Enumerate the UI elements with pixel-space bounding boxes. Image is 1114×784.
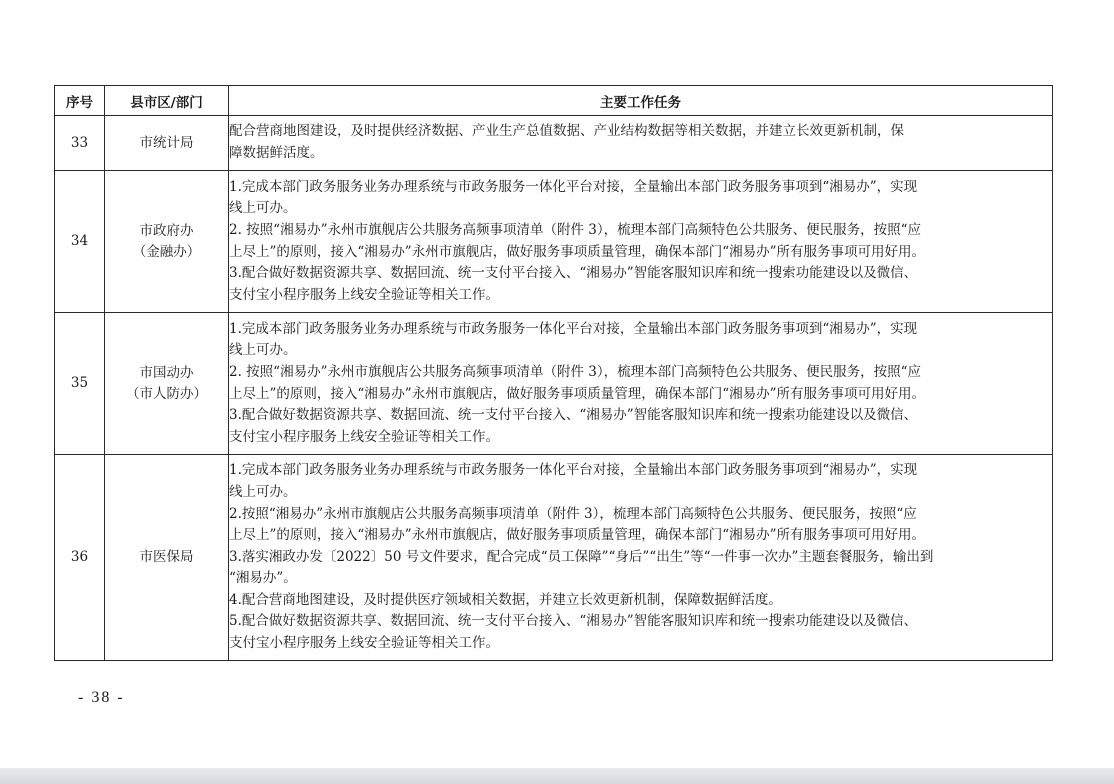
task-line: 线上可办。 <box>229 483 297 500</box>
row-department <box>105 313 229 455</box>
task-line: 支付宝小程序服务上线安全验证等相关工作。 <box>229 286 499 303</box>
task-line: 1.完成本部门政务服务业务办理系统与市政务服务一体化平台对接，全量输出本部门政务服务事项到“湘易办”，实现 <box>229 178 918 195</box>
task-line: 上尽上”的原则，接入“湘易办”永州市旗舰店，做好服务事项质量管理，确保本部门“湘易办”所有服务事项可用好用。 <box>229 243 926 260</box>
task-line: 1.完成本部门政务服务业务办理系统与市政务服务一体化平台对接，全量输出本部门政务服务事项到“湘易办”，实现 <box>229 462 918 479</box>
row-tasks <box>229 455 1053 661</box>
row-number: 33 <box>55 116 105 171</box>
row-number: 36 <box>55 455 105 661</box>
table-row <box>55 455 1053 661</box>
table-header-row <box>55 86 1053 116</box>
task-line: 5.配合做好数据资源共享、数据回流、统一支付平台接入、“湘易办”智能客服知识库和统一搜索功能建设以及微信、 <box>229 613 918 630</box>
header-dept: 县市区/部门 <box>105 86 229 116</box>
task-line: 4.配合营商地图建设，及时提供医疗领域相关数据，并建立长效更新机制，保障数据鲜活度。 <box>229 591 782 608</box>
row-department <box>105 116 229 171</box>
scan-edge <box>0 768 1114 784</box>
row-department <box>105 455 229 661</box>
task-line: 3.配合做好数据资源共享、数据回流、统一支付平台接入、“湘易办”智能客服知识库和统一搜索功能建设以及微信、 <box>229 407 918 424</box>
task-line: 3.配合做好数据资源共享、数据回流、统一支付平台接入、“湘易办”智能客服知识库和统一搜索功能建设以及微信、 <box>229 265 918 282</box>
department-name: 市国动办 <box>139 364 194 381</box>
task-line: 2. 按照“湘易办”永州市旗舰店公共服务高频事项清单（附件 3），梳理本部门高频特色公共服务、便民服务，按照“应 <box>229 221 922 238</box>
row-department <box>105 171 229 313</box>
task-line: 线上可办。 <box>229 342 297 359</box>
row-tasks <box>229 313 1053 455</box>
task-line: “湘易办”。 <box>229 570 297 587</box>
task-line: 支付宝小程序服务上线安全验证等相关工作。 <box>229 635 499 652</box>
department-subname: （市人防办） <box>126 385 207 402</box>
department-name: 市医保局 <box>139 549 194 565</box>
row-number: 34 <box>55 171 105 313</box>
task-line: 障数据鲜活度。 <box>229 145 324 161</box>
task-line: 1.完成本部门政务服务业务办理系统与市政务服务一体化平台对接，全量输出本部门政务服务事项到“湘易办”，实现 <box>229 320 918 337</box>
task-line: 上尽上”的原则，接入“湘易办”永州市旗舰店，做好服务事项质量管理，确保本部门“湘易办”所有服务事项可用好用。 <box>229 527 926 544</box>
task-line: 上尽上”的原则，接入“湘易办”永州市旗舰店，做好服务事项质量管理，确保本部门“湘易办”所有服务事项可用好用。 <box>229 385 926 402</box>
task-line: 3.落实湘政办发〔2022〕50 号文件要求，配合完成“员工保障”“身后”“出生”等“一件事一次办”主题套餐服务，输出到 <box>229 548 934 565</box>
page-number: - 38 - <box>78 689 125 706</box>
table-row <box>55 171 1053 313</box>
row-number: 35 <box>55 313 105 455</box>
department-name: 市统计局 <box>139 134 194 151</box>
department-subname: （金融办） <box>132 243 201 260</box>
row-tasks <box>229 171 1053 313</box>
task-line: 支付宝小程序服务上线安全验证等相关工作。 <box>229 428 499 445</box>
department-name: 市政府办 <box>139 222 194 239</box>
task-line: 2.按照“湘易办”永州市旗舰店公共服务高频事项清单（附件 3），梳理本部门高频特色公共服务、便民服务，按照“应 <box>229 505 917 522</box>
header-num: 序号 <box>55 86 105 116</box>
task-line: 线上可办。 <box>229 200 297 217</box>
row-tasks <box>229 116 1053 171</box>
task-table <box>54 85 1053 661</box>
task-line: 配合营商地图建设，及时提供经济数据、产业生产总值数据、产业结构数据等相关数据，并建立长效更新机制，保 <box>229 123 904 140</box>
header-task: 主要工作任务 <box>229 86 1053 116</box>
table-row <box>55 313 1053 455</box>
task-line: 2. 按照“湘易办”永州市旗舰店公共服务高频事项清单（附件 3），梳理本部门高频特色公共服务、便民服务，按照“应 <box>229 363 922 380</box>
table-row <box>55 116 1053 171</box>
